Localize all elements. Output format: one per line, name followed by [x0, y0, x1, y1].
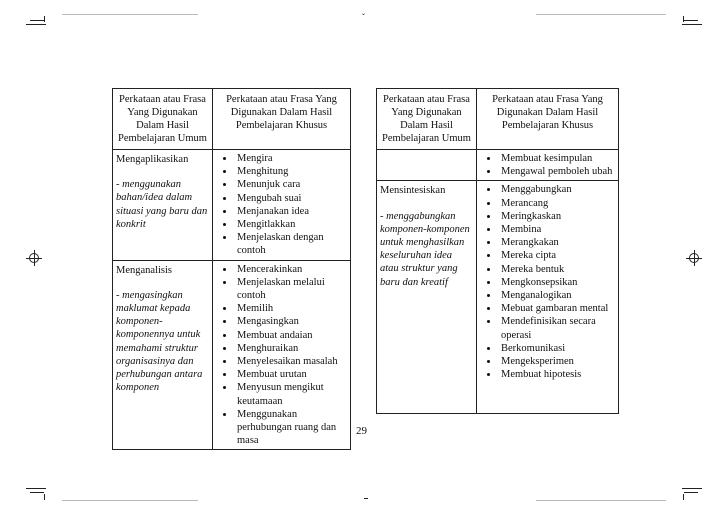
center-mark: ˇ — [362, 12, 365, 22]
table-row — [377, 150, 619, 181]
list-item: • Membuat kesimpulan — [499, 152, 618, 165]
crop-mark — [683, 16, 684, 22]
crop-mark — [30, 492, 44, 493]
left-table — [112, 88, 351, 450]
keyword-description: - menggunakan bahan/idea dalam situasi yang baru dan konkrit — [116, 179, 208, 230]
crop-mark — [682, 24, 702, 25]
list-item: • Mengitlakkan — [235, 218, 350, 231]
list-item: • Mereka cipta — [499, 249, 618, 262]
keyword-description: - mengasingkan maklumat kepada komponen-komponennya untuk memahami struktur organisasinya dan perhubungan antara komponen — [116, 289, 203, 394]
keyword: Menganalisis — [116, 264, 172, 276]
crop-mark — [26, 24, 46, 25]
center-mark — [364, 498, 368, 499]
bullet-list — [477, 181, 618, 383]
crop-mark — [44, 494, 45, 500]
registration-mark-left — [26, 250, 42, 266]
crop-mark — [683, 494, 684, 500]
list-item: • Menunjuk cara — [235, 178, 350, 191]
list-item: • Mencerakinkan — [235, 263, 350, 276]
header-specific-outcome: Perkataan atau Frasa Yang Digunakan Dalam Hasil Pembelajaran Khusus — [477, 89, 619, 150]
list-item: • Membina — [499, 223, 618, 236]
crop-mark — [684, 492, 698, 493]
list-item: • Meringkaskan — [499, 210, 618, 223]
list-item: • Merangkakan — [499, 236, 618, 249]
trim-line — [536, 14, 666, 15]
crop-mark — [30, 20, 44, 21]
trim-line — [62, 14, 198, 15]
list-item: • Menghitung — [235, 165, 350, 178]
keyword: Mengaplikasikan — [116, 154, 189, 165]
list-item: • Menggabungkan — [499, 183, 618, 196]
registration-mark-right — [686, 250, 702, 266]
list-item: • Menjelaskan dengan contoh — [235, 231, 350, 257]
list-item: • Mengasingkan — [235, 315, 350, 328]
list-item: • Menjanakan idea — [235, 205, 350, 218]
crop-mark — [26, 488, 46, 489]
list-item: • Mebuat gambaran mental — [499, 302, 618, 315]
crop-mark — [44, 16, 45, 22]
list-item: • Menggunakan perhubungan ruang dan masa — [235, 408, 350, 448]
bullet-list — [213, 150, 350, 260]
page-number: 29 — [356, 425, 367, 437]
list-item: • Membuat hipotesis — [499, 368, 618, 381]
list-item: • Memilih — [235, 302, 350, 315]
list-item: • Mengubah suai — [235, 192, 350, 205]
list-item: • Mengkonsepsikan — [499, 276, 618, 289]
table-row — [377, 181, 619, 414]
list-item: • Membuat andaian — [235, 329, 350, 342]
right-table — [376, 88, 619, 414]
list-item: • Menghuraikan — [235, 342, 350, 355]
list-item: • Mengira — [235, 152, 350, 165]
table-row — [113, 150, 351, 261]
list-item: • Berkomunikasi — [499, 342, 618, 355]
bullet-list — [213, 261, 350, 450]
list-item: • Menjelaskan melalui contoh — [235, 276, 350, 302]
list-item: • Mereka bentuk — [499, 263, 618, 276]
keyword-description: - menggabungkan komponen-komponen untuk menghasilkan keseluruhan idea atau struktur yang baru dan kreatif — [380, 210, 470, 288]
crop-mark — [682, 488, 702, 489]
crop-mark — [684, 20, 698, 21]
list-item: • Mengeksperimen — [499, 355, 618, 368]
list-item: • Menganalogikan — [499, 289, 618, 302]
list-item: • Menyusun mengikut keutamaan — [235, 381, 350, 407]
trim-line — [536, 500, 666, 501]
bullet-list — [477, 150, 618, 180]
list-item: • Membuat urutan — [235, 368, 350, 381]
trim-line — [62, 500, 198, 501]
header-general-outcome: Perkataan atau Frasa Yang Digunakan Dalam Hasil Pembelajaran Umum — [377, 89, 477, 150]
header-specific-outcome: Perkataan atau Frasa Yang Digunakan Dalam Hasil Pembelajaran Khusus — [213, 89, 351, 150]
keyword: Mensintesiskan — [380, 185, 446, 197]
header-general-outcome: Perkataan atau Frasa Yang Digunakan Dalam Hasil Pembelajaran Umum — [113, 89, 213, 150]
list-item: • Mengawal pemboleh ubah — [499, 165, 618, 178]
list-item: • Menyelesaikan masalah — [235, 355, 350, 368]
list-item: • Merancang — [499, 197, 618, 210]
table-row — [113, 260, 351, 450]
list-item: • Mendefinisikan secara operasi — [499, 315, 618, 341]
